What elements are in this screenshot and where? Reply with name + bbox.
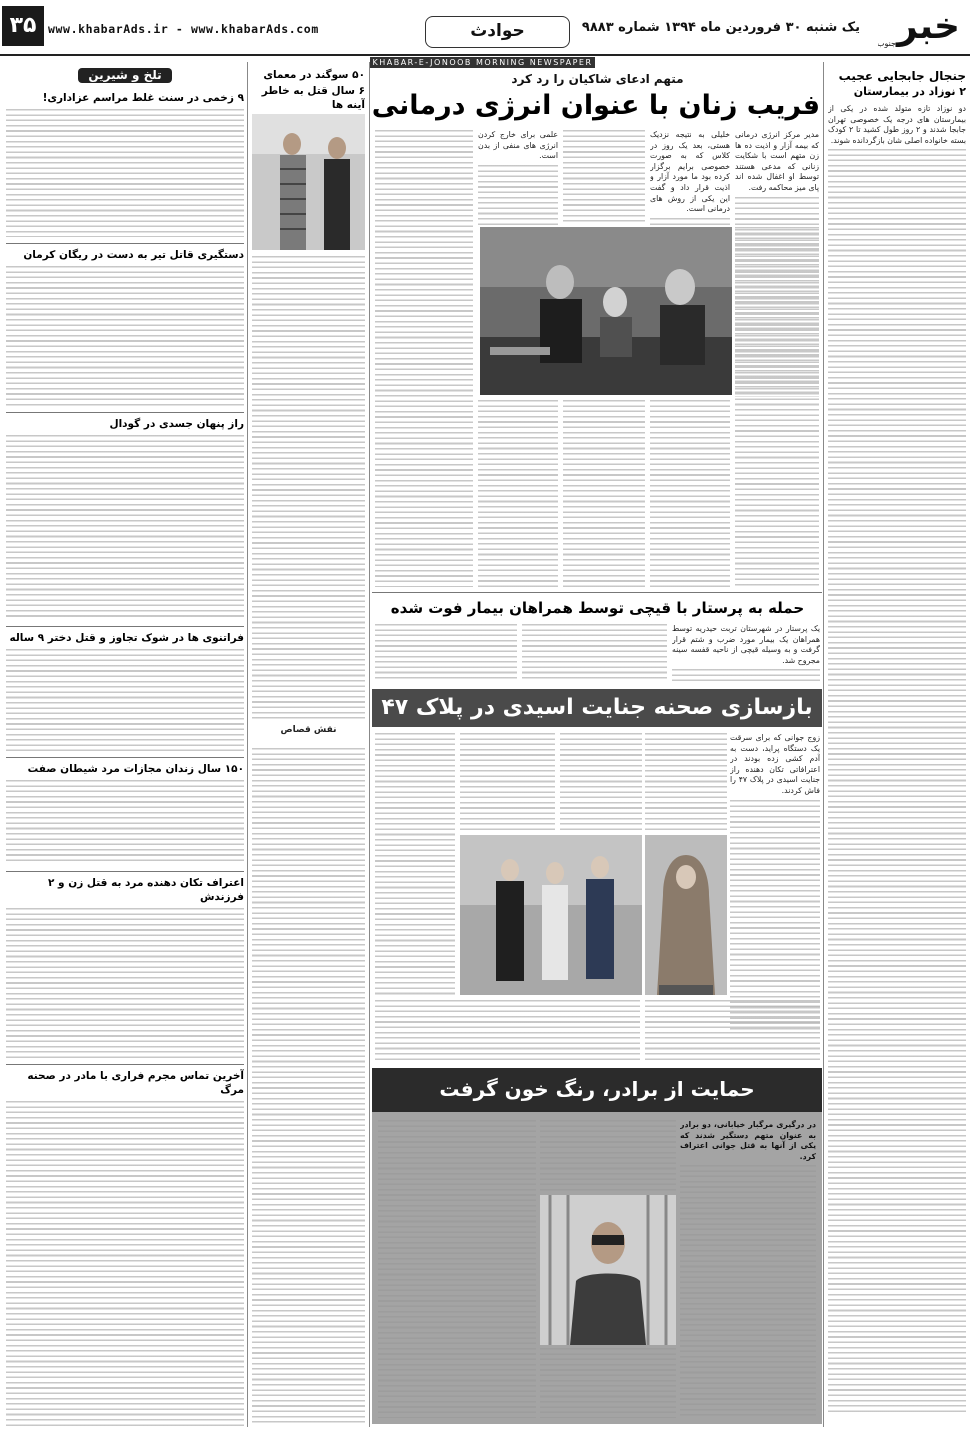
website-url[interactable]: www.khabarAds.ir - www.khabarAds.com (48, 22, 319, 36)
left-item-text (6, 908, 244, 1058)
murder-story-column-g (375, 1000, 640, 1060)
murder-story-text (460, 733, 555, 831)
nurse-story-text (672, 669, 820, 682)
main-story-lead: مدیر مرکز انرژی درمانی که بیمه آزار و اذیت ده ها زن متهم است با شکایت زنانی که مدعی هستند توسط او اغفال شده اند پای میز محاکمه رفت. (735, 130, 819, 192)
svg-text:خبر: خبر (896, 6, 960, 47)
right-column (828, 66, 966, 1426)
nurse-story-lead: یک پرستار در شهرستان تربت حیدریه توسط همراهان یک بیمار مورد ضرب و شتم قرار گرفت و به وسیله قیچی از ناحیه قفسه سینه مجروح شد. (672, 624, 820, 665)
left-item-text (6, 649, 244, 751)
brother-story-lead: در درگیری مرگبار خیابانی، دو برادر به عنوان متهم دستگیر شدند که یکی از آنها به قتل جوانی اعتراف کرد. (680, 1120, 816, 1161)
murder-story-column-e (460, 733, 555, 831)
middle-column-tag (252, 725, 365, 745)
main-story-text (650, 400, 730, 587)
brother-story-column-b (540, 1120, 676, 1192)
left-item-title: اعتراف تکان دهنده مرد به قتل زن و ۲ فرزندش (6, 871, 244, 904)
middle-column-text-a (252, 256, 365, 721)
suspect-woman-photo (645, 835, 727, 995)
main-story-text (375, 130, 473, 587)
murder-story-text (730, 800, 820, 1033)
newspaper-logo[interactable] (878, 2, 964, 48)
main-story-headline: فریب زنان با عنوان انرژی درمانی (371, 90, 820, 121)
main-story-column-a2 (735, 227, 819, 397)
right-story-lead: دو نوزاد تازه متولد شده در یکی از بیمارستان های درجه یک خصوصی تهران جابجا شدند و ۲ روز طول کشید تا ۲ کودک بسته خانواده اصلی شان بازگردانده شوند. (828, 104, 966, 145)
middle-story-tag: نقش قصاص (280, 725, 337, 735)
masthead (0, 0, 970, 56)
main-story-col2-lead: خلیلی به نتیجه نزدیک هستی، بعد یک روز در کلاس که به صورت خصوصی برایم برگزار کرده بود ما مورد آزار و اذیت قرار داد و گفت این یکی از روش های درمانی است. (650, 130, 730, 214)
left-item-text (6, 1101, 244, 1426)
murder-story-text (645, 733, 727, 831)
left-column (6, 66, 244, 1426)
section-title: حوادث (425, 16, 570, 48)
main-story-column-g (478, 400, 558, 587)
courtroom-photo (480, 227, 732, 395)
section-divider (372, 592, 822, 593)
murder-story-text (375, 1000, 640, 1060)
brother-story-text (680, 1165, 816, 1418)
brother-story-text (378, 1120, 536, 1418)
issue-date: یک شنبه ۳۰ فروردین ماه ۱۳۹۴ شماره ۹۸۸۳ (581, 20, 860, 35)
brother-story-headline: حمایت از برادر، رنگ خون گرفت (439, 1077, 755, 1101)
page-number: ۳۵ (2, 6, 44, 46)
main-story-text (478, 165, 558, 225)
left-item-title: دستگیری قاتل تیر به دست در ریگان کرمان (6, 243, 244, 262)
suspects-photo (460, 835, 642, 995)
brother-story-column-c (540, 1348, 676, 1418)
murder-story-column-c (645, 1000, 820, 1060)
left-item-text (6, 266, 244, 406)
murder-story-text (375, 733, 455, 995)
murder-story-text (560, 733, 642, 831)
nurse-story-headline: حمله به پرستار با قیچی توسط همراهان بیمار فوت شده (390, 599, 805, 617)
right-story-title: جنجال جابجایی عجیب (838, 69, 966, 83)
suspect-photo (540, 1195, 676, 1345)
main-story-column-f (563, 400, 645, 587)
nurse-story-text (375, 624, 517, 682)
murder-story-column-d (560, 733, 642, 831)
defendant-photo (252, 114, 365, 250)
murder-story-column-a (730, 733, 820, 1033)
middle-story-text (252, 256, 365, 721)
main-story-kicker: متهم ادعای شاکیان را رد کرد (511, 72, 684, 86)
left-item-text (6, 780, 244, 865)
svg-text:جنوب: جنوب (878, 39, 896, 48)
murder-story-column-f (375, 733, 455, 995)
main-story-column-b (650, 130, 730, 225)
murder-story-lead: زوج جوانی که برای سرقت یک دستگاه پراید، دست به آدم کشی زده بودند در اعترافاتی تکان دهنده راز جنایت اسیدی در پلاک ۴۷ را فاش کردند. (730, 733, 820, 795)
brother-story-text (540, 1348, 676, 1418)
left-item-text (6, 109, 244, 237)
main-story-column-c (563, 130, 645, 225)
main-story-column-d (478, 130, 558, 225)
masthead-strap: KHABAR-E-JONOOB MORNING NEWSPAPER (370, 57, 595, 68)
main-story-col3-lead: علمی برای خارج کردن انرژی های منفی از بدن است. (478, 130, 558, 161)
left-item-title: آخرین تماس مجرم فراری با مادر در صحنه مرگ (6, 1064, 244, 1097)
main-story-column-h (375, 130, 473, 587)
left-item-title: ۹ زخمی در سنت غلط مراسم عزاداری! (42, 91, 244, 104)
column-rule (369, 62, 370, 1427)
left-item-title: فراتنوی ها در شوک تجاوز و قتل دختر ۹ ساله (6, 626, 244, 645)
brother-story-column-a (680, 1120, 816, 1418)
nurse-story-column-a (672, 624, 820, 682)
nurse-story-column-b (522, 624, 667, 682)
middle-story-subtitle: ۶ سال قتل به خاطر آینه ها (261, 85, 365, 111)
main-story-text (563, 400, 645, 587)
main-story-text (735, 227, 819, 397)
middle-column-text-b (252, 748, 365, 1424)
nurse-story-text (522, 624, 667, 682)
nurse-story-column-c (375, 624, 517, 682)
murder-story-text (645, 1000, 820, 1060)
main-story-column-e (650, 400, 730, 587)
right-story-body (828, 149, 966, 1414)
brother-story-column-d (378, 1120, 536, 1418)
brother-story-text (540, 1120, 676, 1192)
murder-story-banner: بازسازی صحنه جنایت اسیدی در پلاک ۴۷ (372, 689, 822, 727)
left-item-text (6, 435, 244, 620)
murder-story-column-b (645, 733, 727, 831)
left-item-title: ۱۵۰ سال زندان مجازات مرد شیطان صفت (6, 757, 244, 776)
right-story-subtitle: ۲ نوزاد در بیمارستان (853, 85, 966, 98)
column-rule (247, 62, 248, 1427)
main-story-text (478, 400, 558, 587)
column-rule (823, 62, 824, 1427)
middle-story-text (252, 748, 365, 1424)
left-column-box-title: تلخ و شیرین (78, 68, 171, 83)
main-story-text (563, 130, 645, 225)
main-story-text (650, 218, 730, 225)
middle-story-title: ۵۰ سوگند در معمای (263, 69, 365, 81)
left-item-title: راز پنهان جسدی در گودال (6, 412, 244, 431)
